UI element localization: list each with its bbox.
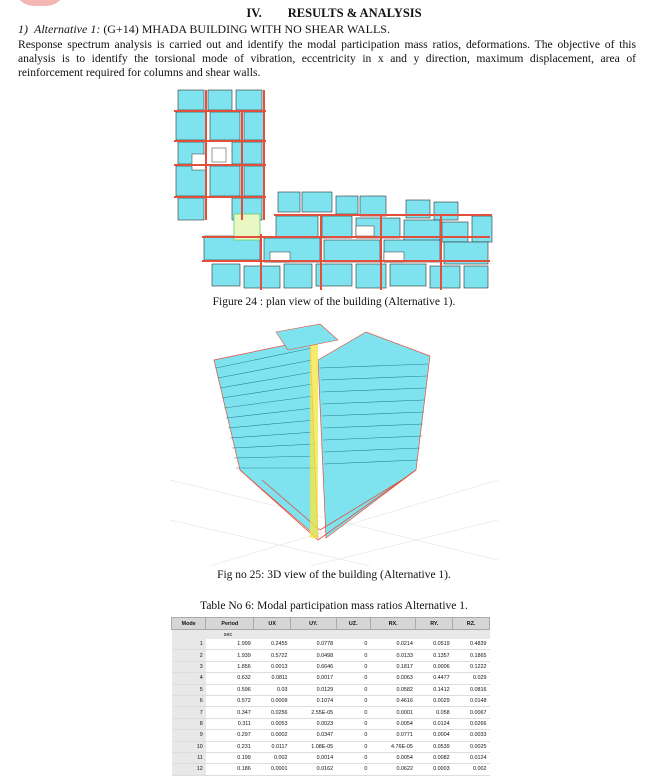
col-mode: Mode	[172, 618, 206, 630]
table-cell: 0	[336, 650, 370, 661]
table-cell: 9	[172, 730, 206, 741]
table-cell: 0.0023	[291, 718, 337, 729]
figure24-caption: Figure 24 : plan view of the building (Alternative 1).	[212, 296, 456, 308]
col-rz: RZ.	[453, 618, 490, 630]
subheading-prefix: 1)	[18, 22, 28, 36]
table-row	[172, 741, 490, 752]
table-cell: 0	[336, 673, 370, 684]
table-cell: 0.297	[206, 730, 254, 741]
table-cell: 6	[172, 695, 206, 706]
table-cell: 2.55E-05	[291, 707, 337, 718]
table-cell: 0.03	[254, 684, 291, 695]
table-cell: 0.0498	[291, 650, 337, 661]
table-cell: 0.1817	[370, 661, 416, 672]
table-cell: 0.0014	[291, 752, 337, 763]
table-caption: Table No 6: Modal participation mass ratios Alternative 1.	[200, 600, 468, 612]
table-cell: 0.186	[206, 764, 254, 775]
table-cell: 0.0811	[254, 673, 291, 684]
table-cell: 3	[172, 661, 206, 672]
table-cell: 0.4839	[453, 639, 490, 650]
table-cell: 10	[172, 741, 206, 752]
col-uz: UZ.	[336, 618, 370, 630]
table-cell: 0.0017	[291, 673, 337, 684]
section-title: RESULTS & ANALYSIS	[287, 6, 422, 20]
unit-row	[172, 630, 490, 640]
subheading-italic: Alternative 1:	[34, 22, 101, 36]
table-cell: 0.0001	[370, 707, 416, 718]
table-cell: 0.1357	[416, 650, 453, 661]
table-row	[172, 764, 490, 775]
table-row	[172, 650, 490, 661]
table-cell: 2	[172, 650, 206, 661]
table-cell: 0.0148	[453, 695, 490, 706]
table-cell: 0.231	[206, 741, 254, 752]
table-cell: 0	[336, 695, 370, 706]
table-row	[172, 639, 490, 650]
table-cell: 0.0082	[416, 752, 453, 763]
table-row	[172, 684, 490, 695]
table-cell: 0.596	[206, 684, 254, 695]
table-cell: 0.4477	[416, 673, 453, 684]
3d-view-figure	[170, 320, 498, 566]
period-unit: sec	[206, 630, 254, 640]
table-cell: 12	[172, 764, 206, 775]
plan-view-figure	[174, 88, 496, 294]
table-cell: 0.0001	[254, 764, 291, 775]
table-cell: 0	[336, 718, 370, 729]
table-cell: 0.0033	[453, 730, 490, 741]
table-cell: 5	[172, 684, 206, 695]
table-cell: 0.0129	[291, 684, 337, 695]
table-cell: 0.0778	[291, 639, 337, 650]
subheading	[18, 22, 390, 37]
table-cell: 0	[336, 661, 370, 672]
table-cell: 0.002	[254, 752, 291, 763]
table-cell: 0.1222	[453, 661, 490, 672]
table-cell: 0.0117	[254, 741, 291, 752]
table-cell: 0.2455	[254, 639, 291, 650]
table-cell: 1.999	[206, 639, 254, 650]
table-cell: 0.0013	[254, 661, 291, 672]
table-cell: 0.347	[206, 707, 254, 718]
section-heading	[0, 6, 668, 21]
table-row	[172, 707, 490, 718]
table-cell: 0.0025	[453, 741, 490, 752]
table-cell: 0.0622	[370, 764, 416, 775]
figure25-caption: Fig no 25: 3D view of the building (Alternative 1).	[217, 569, 451, 581]
col-ux: UX	[254, 618, 291, 630]
table-cell: 0.0124	[453, 752, 490, 763]
table-cell: 0	[336, 752, 370, 763]
table-cell: 0.0002	[254, 730, 291, 741]
table-row	[172, 673, 490, 684]
table-cell: 1.939	[206, 650, 254, 661]
table-cell: 0	[336, 730, 370, 741]
table-cell: 0.0124	[416, 718, 453, 729]
col-ry: RY.	[416, 618, 453, 630]
table-cell: 0.0816	[453, 684, 490, 695]
table-cell: 0.0063	[370, 673, 416, 684]
modal-participation-table	[171, 617, 490, 776]
table-cell: 11	[172, 752, 206, 763]
table-cell: 0.0539	[416, 741, 453, 752]
table-cell: 0.1865	[453, 650, 490, 661]
table-cell: 0.5722	[254, 650, 291, 661]
table-cell: 0	[336, 684, 370, 695]
table-cell: 0.0054	[370, 752, 416, 763]
table-cell: 1	[172, 639, 206, 650]
table-row	[172, 752, 490, 763]
table-cell: 0	[336, 639, 370, 650]
table-cell: 7	[172, 707, 206, 718]
table-cell: 0.0256	[254, 707, 291, 718]
table-cell: 0.0519	[416, 639, 453, 650]
subheading-rest: (G+14) MHADA BUILDING WITH NO SHEAR WALLS.	[100, 22, 390, 36]
table-cell: 0.1074	[291, 695, 337, 706]
table-cell: 0.632	[206, 673, 254, 684]
table-cell: 0.4616	[370, 695, 416, 706]
table-row	[172, 718, 490, 729]
table-row	[172, 661, 490, 672]
table-cell: 0.0009	[254, 695, 291, 706]
table-cell: 0.0162	[291, 764, 337, 775]
table-cell: 1.856	[206, 661, 254, 672]
table-cell: 8	[172, 718, 206, 729]
table-cell: 0.0347	[291, 730, 337, 741]
table-cell: 0.0006	[416, 661, 453, 672]
table-cell: 0	[336, 741, 370, 752]
table-cell: 0.0029	[416, 695, 453, 706]
table-header-row	[172, 618, 490, 630]
table-cell: 0	[336, 764, 370, 775]
table-cell: 0.0004	[416, 730, 453, 741]
table-row	[172, 695, 490, 706]
table-cell: 0.199	[206, 752, 254, 763]
table-cell: 0.1412	[416, 684, 453, 695]
table-cell: 0.0054	[370, 718, 416, 729]
table-cell: 0.0266	[453, 718, 490, 729]
table-cell: 4	[172, 673, 206, 684]
table-cell: 0.311	[206, 718, 254, 729]
col-period: Period	[206, 618, 254, 630]
table-cell: 0	[336, 707, 370, 718]
table-cell: 0.0582	[370, 684, 416, 695]
table-cell: 0.0214	[370, 639, 416, 650]
table-cell: 0.0133	[370, 650, 416, 661]
body-paragraph: Response spectrum analysis is carried out and identify the modal participation mass ratios, deformations. The objective of this analysis is to identify the torsional mode of vibration, eccentricity in x and y direction, maximum displacement, area of reinforcement required for columns and shear walls.	[18, 38, 636, 79]
section-number: IV.	[246, 6, 262, 20]
table-cell: 1.08E-05	[291, 741, 337, 752]
table-cell: 0.0771	[370, 730, 416, 741]
col-uy: UY.	[291, 618, 337, 630]
table-cell: 0.002	[453, 764, 490, 775]
table-cell: 0.0067	[453, 707, 490, 718]
table-cell: 0.0053	[254, 718, 291, 729]
table-row	[172, 730, 490, 741]
table-cell: 4.76E-05	[370, 741, 416, 752]
table-cell: 0.6646	[291, 661, 337, 672]
table-cell: 0.572	[206, 695, 254, 706]
col-rx: RX.	[370, 618, 416, 630]
table-cell: 0.029	[453, 673, 490, 684]
table-cell: 0.058	[416, 707, 453, 718]
table-cell: 0.0003	[416, 764, 453, 775]
